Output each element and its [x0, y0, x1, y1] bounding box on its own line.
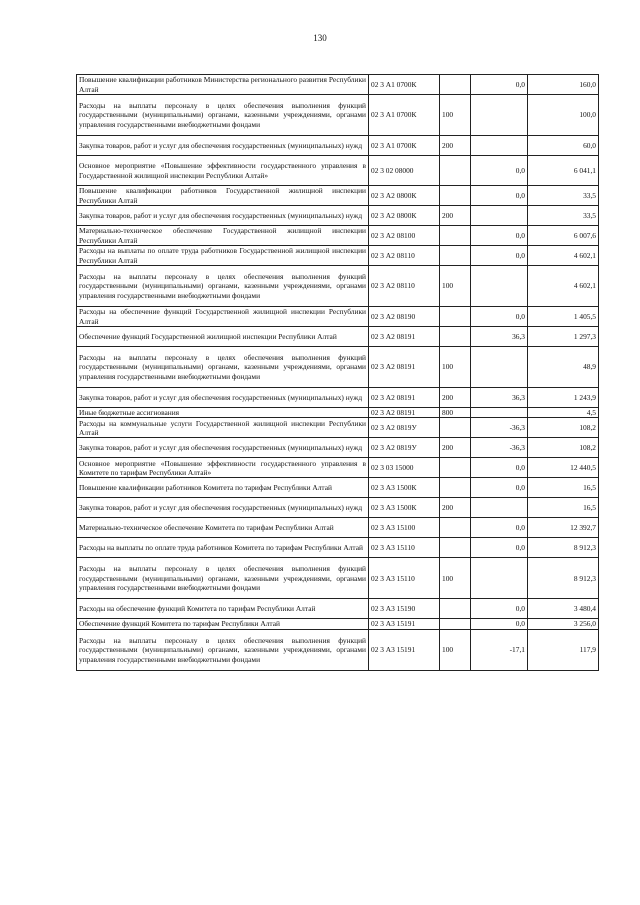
expense-item-name: Основное мероприятие «Повышение эффективности государственного управления в Комитете по тарифам Республики Алтай»	[77, 458, 369, 478]
amount-change: -36,3	[471, 418, 528, 438]
amount-change: 0,0	[471, 246, 528, 266]
amount-total: 108,2	[528, 438, 599, 458]
amount-total: 33,5	[528, 186, 599, 206]
amount-change: -17,1	[471, 629, 528, 670]
expense-type-code	[440, 156, 471, 186]
expense-type-code	[440, 307, 471, 327]
expense-item-name: Обеспечение функций Комитета по тарифам Республики Алтай	[77, 619, 369, 629]
amount-total: 6 007,6	[528, 226, 599, 246]
target-article-code: 02 3 А2 0819У	[369, 418, 440, 438]
target-article-code: 02 3 А2 08191	[369, 388, 440, 408]
amount-total: 16,5	[528, 498, 599, 518]
amount-change: 0,0	[471, 186, 528, 206]
expense-item-name: Расходы на обеспечение функций Комитета по тарифам Республики Алтай	[77, 599, 369, 619]
target-article-code: 02 3 А2 0800К	[369, 206, 440, 226]
amount-total: 100,0	[528, 95, 599, 136]
target-article-code: 02 3 А2 08191	[369, 347, 440, 388]
expense-type-code	[440, 518, 471, 538]
expense-item-name: Материально-техническое обеспечение Государственной жилищной инспекции Республики Алтай	[77, 226, 369, 246]
amount-total: 117,9	[528, 629, 599, 670]
expense-type-code	[440, 538, 471, 558]
expense-item-name: Расходы на выплаты по оплате труда работников Государственной жилищной инспекции Республики Алтай	[77, 246, 369, 266]
amount-total: 160,0	[528, 75, 599, 95]
expense-type-code: 200	[440, 136, 471, 156]
expense-item-name: Основное мероприятие «Повышение эффективности государственного управления в Государственной жилищной инспекции Республики Алтай»	[77, 156, 369, 186]
expense-item-name: Повышение квалификации работников Комитета по тарифам Республики Алтай	[77, 478, 369, 498]
target-article-code: 02 3 А1 0700К	[369, 75, 440, 95]
amount-change	[471, 408, 528, 418]
expense-type-code	[440, 226, 471, 246]
table-row	[77, 226, 599, 246]
expense-item-name: Материально-техническое обеспечение Комитета по тарифам Республики Алтай	[77, 518, 369, 538]
table-row	[77, 186, 599, 206]
amount-total: 4 602,1	[528, 246, 599, 266]
target-article-code: 02 3 А2 08190	[369, 307, 440, 327]
table-row	[77, 438, 599, 458]
table-row	[77, 206, 599, 226]
expense-item-name: Закупка товаров, работ и услуг для обеспечения государственных (муниципальных) нужд	[77, 438, 369, 458]
amount-change: 0,0	[471, 226, 528, 246]
target-article-code: 02 3 А2 08110	[369, 266, 440, 307]
amount-change	[471, 206, 528, 226]
expense-type-code	[440, 458, 471, 478]
table-row	[77, 458, 599, 478]
expense-item-name: Иные бюджетные ассигнования	[77, 408, 369, 418]
expense-type-code	[440, 75, 471, 95]
amount-change: 0,0	[471, 518, 528, 538]
expense-type-code	[440, 327, 471, 347]
amount-total: 12 392,7	[528, 518, 599, 538]
expense-type-code	[440, 599, 471, 619]
amount-change: 0,0	[471, 75, 528, 95]
target-article-code: 02 3 А3 15110	[369, 538, 440, 558]
target-article-code: 02 3 02 08000	[369, 156, 440, 186]
amount-change: 0,0	[471, 538, 528, 558]
target-article-code: 02 3 А1 0700К	[369, 95, 440, 136]
page-number: 130	[313, 33, 327, 43]
amount-total: 16,5	[528, 478, 599, 498]
table-row	[77, 75, 599, 95]
expense-type-code: 200	[440, 498, 471, 518]
amount-change: 0,0	[471, 599, 528, 619]
table-row	[77, 498, 599, 518]
expense-type-code	[440, 619, 471, 629]
amount-total: 8 912,3	[528, 538, 599, 558]
expense-item-name: Расходы на выплаты персоналу в целях обеспечения выполнения функций государственными (муниципальными) органами, казенными учреждениями, органами управления государственными внебюджетными фондами	[77, 266, 369, 307]
amount-change: 0,0	[471, 307, 528, 327]
table-row	[77, 347, 599, 388]
amount-change	[471, 498, 528, 518]
amount-total: 4 602,1	[528, 266, 599, 307]
expense-type-code: 200	[440, 388, 471, 408]
target-article-code: 02 3 А2 08110	[369, 246, 440, 266]
budget-table	[76, 74, 599, 671]
table-row	[77, 629, 599, 670]
target-article-code: 02 3 А3 15190	[369, 599, 440, 619]
table-row	[77, 558, 599, 599]
table-row	[77, 266, 599, 307]
expense-item-name: Обеспечение функций Государственной жилищной инспекции Республики Алтай	[77, 327, 369, 347]
expense-item-name: Расходы на выплаты персоналу в целях обеспечения выполнения функций государственными (муниципальными) органами, казенными учреждениями, органами управления государственными внебюджетными фондами	[77, 95, 369, 136]
target-article-code: 02 3 А2 0800К	[369, 186, 440, 206]
expense-type-code: 100	[440, 266, 471, 307]
amount-change	[471, 95, 528, 136]
amount-total: 6 041,1	[528, 156, 599, 186]
table-row	[77, 95, 599, 136]
table-row	[77, 388, 599, 408]
amount-change: 36,3	[471, 327, 528, 347]
amount-total: 1 243,9	[528, 388, 599, 408]
table-row	[77, 408, 599, 418]
expense-item-name: Расходы на обеспечение функций Государственной жилищной инспекции Республики Алтай	[77, 307, 369, 327]
amount-total: 3 480,4	[528, 599, 599, 619]
amount-change	[471, 347, 528, 388]
amount-total: 1 405,5	[528, 307, 599, 327]
expense-type-code	[440, 418, 471, 438]
target-article-code: 02 3 А2 08100	[369, 226, 440, 246]
expense-type-code: 100	[440, 558, 471, 599]
amount-total: 48,9	[528, 347, 599, 388]
expense-item-name: Закупка товаров, работ и услуг для обеспечения государственных (муниципальных) нужд	[77, 388, 369, 408]
table-row	[77, 246, 599, 266]
target-article-code: 02 3 А3 1500К	[369, 478, 440, 498]
target-article-code: 02 3 А3 15110	[369, 558, 440, 599]
target-article-code: 02 3 А3 15191	[369, 619, 440, 629]
expense-item-name: Повышение квалификации работников Государственной жилищной инспекции Республики Алтай	[77, 186, 369, 206]
target-article-code: 02 3 А3 15191	[369, 629, 440, 670]
expense-item-name: Расходы на выплаты по оплате труда работников Комитета по тарифам Республики Алтай	[77, 538, 369, 558]
table-row	[77, 518, 599, 538]
budget-table-body	[77, 75, 599, 671]
table-row	[77, 418, 599, 438]
expense-item-name: Расходы на коммунальные услуги Государственной жилищной инспекции Республики Алтай	[77, 418, 369, 438]
table-row	[77, 619, 599, 629]
amount-change: -36,3	[471, 438, 528, 458]
amount-change	[471, 266, 528, 307]
target-article-code: 02 3 А2 08191	[369, 408, 440, 418]
target-article-code: 02 3 А3 1500К	[369, 498, 440, 518]
expense-type-code: 100	[440, 95, 471, 136]
amount-total: 1 297,3	[528, 327, 599, 347]
expense-item-name: Закупка товаров, работ и услуг для обеспечения государственных (муниципальных) нужд	[77, 136, 369, 156]
amount-change: 0,0	[471, 156, 528, 186]
table-row	[77, 136, 599, 156]
target-article-code: 02 3 А2 0819У	[369, 438, 440, 458]
amount-total: 33,5	[528, 206, 599, 226]
expense-type-code: 200	[440, 206, 471, 226]
expense-type-code: 800	[440, 408, 471, 418]
amount-total: 60,0	[528, 136, 599, 156]
expense-type-code: 100	[440, 347, 471, 388]
expense-type-code	[440, 478, 471, 498]
amount-total: 3 256,0	[528, 619, 599, 629]
table-row	[77, 307, 599, 327]
amount-total: 12 440,5	[528, 458, 599, 478]
expense-type-code: 200	[440, 438, 471, 458]
amount-change	[471, 136, 528, 156]
expense-type-code: 100	[440, 629, 471, 670]
amount-change: 0,0	[471, 619, 528, 629]
expense-item-name: Закупка товаров, работ и услуг для обеспечения государственных (муниципальных) нужд	[77, 206, 369, 226]
expense-item-name: Закупка товаров, работ и услуг для обеспечения государственных (муниципальных) нужд	[77, 498, 369, 518]
table-row	[77, 538, 599, 558]
target-article-code: 02 3 А3 15100	[369, 518, 440, 538]
amount-total: 4,5	[528, 408, 599, 418]
expense-item-name: Расходы на выплаты персоналу в целях обеспечения выполнения функций государственными (муниципальными) органами, казенными учреждениями, органами управления государственными внебюджетными фондами	[77, 347, 369, 388]
amount-change	[471, 558, 528, 599]
expense-type-code	[440, 186, 471, 206]
amount-total: 108,2	[528, 418, 599, 438]
amount-change: 0,0	[471, 458, 528, 478]
expense-item-name: Расходы на выплаты персоналу в целях обеспечения выполнения функций государственными (муниципальными) органами, казенными учреждениями, органами управления государственными внебюджетными фондами	[77, 558, 369, 599]
amount-total: 8 912,3	[528, 558, 599, 599]
target-article-code: 02 3 А1 0700К	[369, 136, 440, 156]
expense-type-code	[440, 246, 471, 266]
expense-item-name: Повышение квалификации работников Министерства регионального развития Республики Алтай	[77, 75, 369, 95]
table-row	[77, 327, 599, 347]
amount-change: 0,0	[471, 478, 528, 498]
table-row	[77, 156, 599, 186]
target-article-code: 02 3 А2 08191	[369, 327, 440, 347]
expense-item-name: Расходы на выплаты персоналу в целях обеспечения выполнения функций государственными (муниципальными) органами, казенными учреждениями, органами управления государственными внебюджетными фондами	[77, 629, 369, 670]
target-article-code: 02 3 03 15000	[369, 458, 440, 478]
table-row	[77, 478, 599, 498]
table-row	[77, 599, 599, 619]
amount-change: 36,3	[471, 388, 528, 408]
